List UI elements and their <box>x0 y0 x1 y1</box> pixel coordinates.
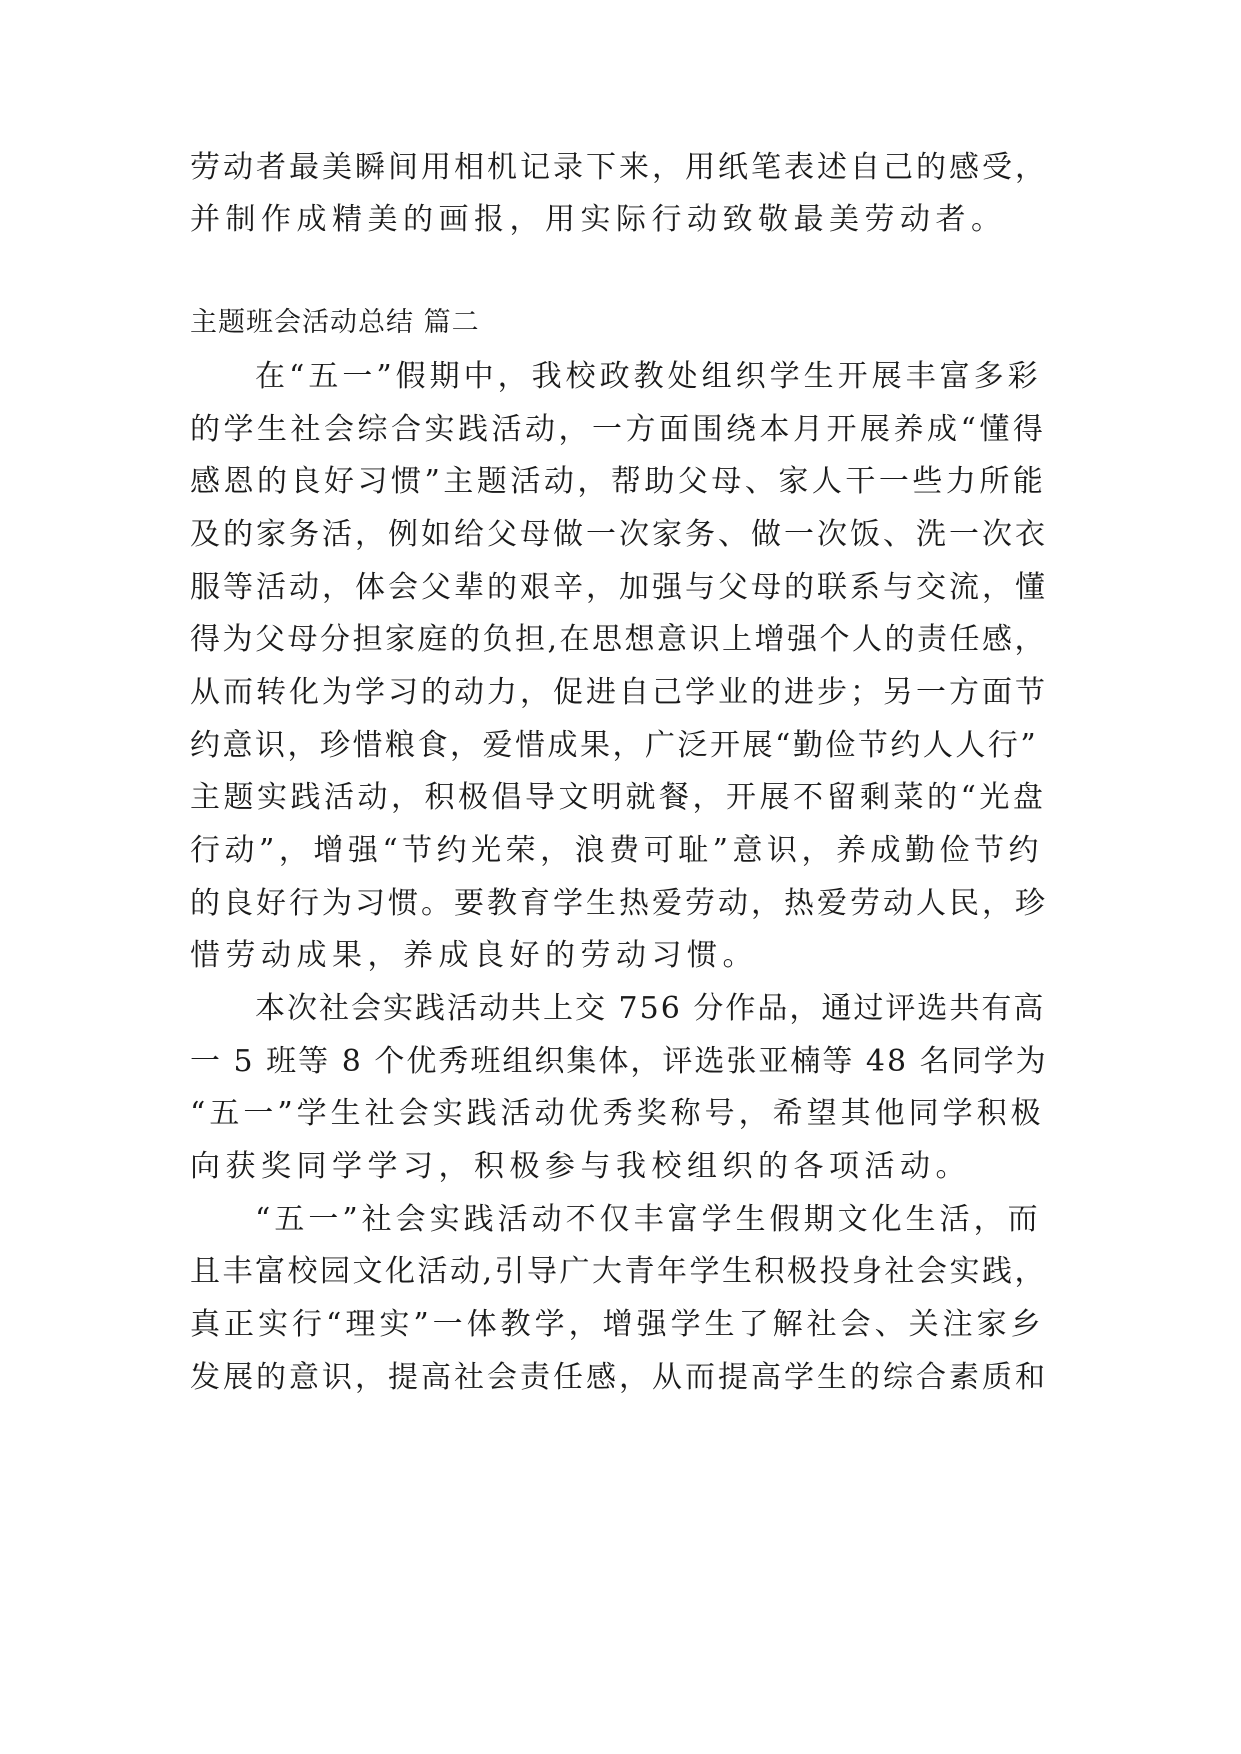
text-line: 及的家务活，例如给父母做一次家务、做一次饭、洗一次衣 <box>190 517 1048 552</box>
text-line: 在“五一”假期中，我校政教处组织学生开展丰富多彩 <box>255 359 1042 394</box>
text-line: 得为父母分担家庭的负担,在思想意识上增强个人的责任感， <box>190 622 1048 657</box>
text-line: 本次社会实践活动共上交 756 分作品，通过评选共有高 <box>255 991 1046 1026</box>
text-line: 真正实行“理实”一体教学，增强学生了解社会、关注家乡 <box>190 1307 1045 1342</box>
text-line: 并制作成精美的画报，用实际行动致敬最美劳动者。 <box>190 202 1007 237</box>
text-line: “五一”社会实践活动不仅丰富学生假期文化生活，而 <box>255 1202 1042 1237</box>
text-line: 且丰富校园文化活动,引导广大青年学生积极投身社会实践， <box>190 1254 1048 1289</box>
text-line: 的良好行为习惯。要教育学生热爱劳动，热爱劳动人民，珍 <box>190 886 1048 921</box>
text-line: 发展的意识，提高社会责任感，从而提高学生的综合素质和 <box>190 1360 1048 1395</box>
text-line: 从而转化为学习的动力，促进自己学业的进步；另一方面节 <box>190 675 1048 710</box>
text-line: 感恩的良好习惯”主题活动，帮助父母、家人干一些力所能 <box>190 464 1047 499</box>
text-line: 约意识，珍惜粮食，爱惜成果，广泛开展“勤俭节约人人行” <box>190 728 1039 763</box>
text-line: 向获奖同学学习，积极参与我校组织的各项活动。 <box>190 1149 971 1184</box>
text-line: 劳动者最美瞬间用相机记录下来，用纸笔表述自己的感受， <box>190 150 1048 185</box>
text-line: 服等活动，体会父辈的艰辛，加强与父母的联系与交流，懂 <box>190 570 1048 605</box>
text-line: 主题实践活动，积极倡导文明就餐，开展不留剩菜的“光盘 <box>190 780 1047 815</box>
text-line: 惜劳动成果，养成良好的劳动习惯。 <box>190 938 758 973</box>
text-line: “五一”学生社会实践活动优秀奖称号，希望其他同学积极 <box>190 1096 1045 1131</box>
section-title: 主题班会活动总结 篇二 <box>190 307 480 338</box>
text-line: 一 5 班等 8 个优秀班组织集体，评选张亚楠等 48 名同学为 <box>190 1044 1048 1079</box>
text-line: 行动”，增强“节约光荣，浪费可耻”意识，养成勤俭节约 <box>190 833 1044 868</box>
text-line: 的学生社会综合实践活动，一方面围绕本月开展养成“懂得 <box>190 412 1047 447</box>
